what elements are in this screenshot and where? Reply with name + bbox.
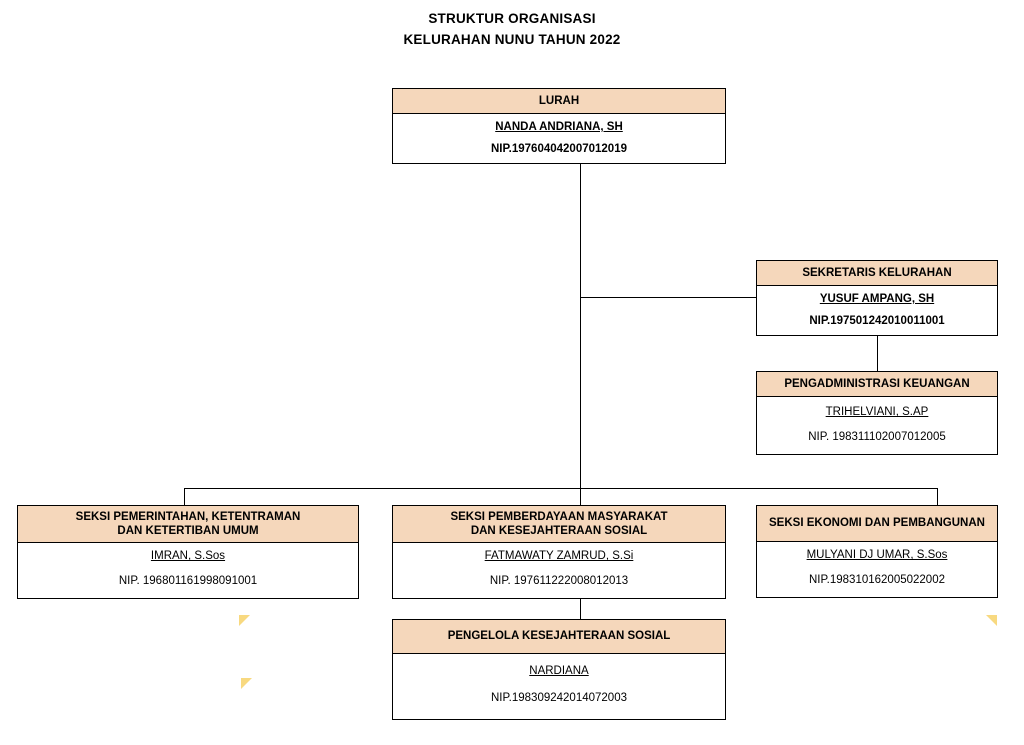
- node-seksi-pemberdayaan-name: FATMAWATY ZAMRUD, S.Si: [484, 550, 634, 562]
- node-lurah-body: [393, 114, 725, 163]
- connector-seksi-bus: [184, 488, 938, 489]
- node-pengadministrasi-keuangan: [756, 371, 998, 455]
- node-lurah-nip: NIP.197604042007012019: [490, 143, 627, 155]
- node-seksi-ekonomi-body: [757, 542, 997, 597]
- node-pengelola-kesejahteraan-nip: NIP.198309242014072003: [490, 692, 627, 704]
- node-lurah: [392, 88, 726, 164]
- node-seksi-pemerintahan-role-line-1: SEKSI PEMERINTAHAN, KETENTRAMAN: [75, 511, 301, 523]
- node-sekretaris-name: YUSUF AMPANG, SH: [819, 293, 935, 305]
- connector-drop-seksi3: [937, 488, 938, 505]
- node-seksi-pemberdayaan: [392, 505, 726, 599]
- node-seksi-pemberdayaan-role-line-1: SEKSI PEMBERDAYAAN MASYARAKAT: [450, 511, 668, 523]
- node-seksi-pemberdayaan-role: [393, 506, 725, 543]
- node-seksi-pemerintahan-name: IMRAN, S.Sos: [150, 550, 226, 562]
- node-pengelola-kesejahteraan-role: PENGELOLA KESEJAHTERAAN SOSIAL: [393, 620, 725, 654]
- connector-drop-seksi1: [184, 488, 185, 505]
- node-sekretaris-role: SEKRETARIS KELURAHAN: [757, 261, 997, 286]
- node-pengadministrasi-keuangan-nip: NIP. 198311102007012005: [808, 431, 946, 443]
- node-pengadministrasi-keuangan-role: PENGADMINISTRASI KEUANGAN: [757, 372, 997, 397]
- node-seksi-ekonomi: [756, 505, 998, 598]
- connector-sekretaris-pengadministrasi: [877, 334, 878, 371]
- node-seksi-pemerintahan: [17, 505, 359, 599]
- page-title-line-2: KELURAHAN NUNU TAHUN 2022: [403, 32, 621, 47]
- triangle-decoration-icon: [986, 615, 997, 626]
- node-sekretaris-body: [757, 286, 997, 335]
- node-pengelola-kesejahteraan: [392, 619, 726, 720]
- node-seksi-pemerintahan-role-line-2: DAN KETERTIBAN UMUM: [117, 525, 259, 537]
- node-sekretaris-nip: NIP.197501242010011001: [809, 315, 945, 327]
- node-pengelola-kesejahteraan-name: NARDIANA: [529, 665, 589, 677]
- node-pengelola-kesejahteraan-body: [393, 654, 725, 719]
- connector-drop-seksi2: [580, 488, 581, 505]
- connector-lurah-trunk: [580, 158, 581, 500]
- node-lurah-name: NANDA ANDRIANA, SH: [495, 121, 623, 133]
- node-seksi-pemberdayaan-nip: NIP. 197611222008012013: [489, 575, 629, 587]
- connector-lurah-sekretaris: [580, 297, 756, 298]
- page-title-line-1: STRUKTUR ORGANISASI: [428, 11, 596, 26]
- node-seksi-ekonomi-name: MULYANI DJ UMAR, S.Sos: [806, 549, 948, 561]
- node-seksi-ekonomi-role: SEKSI EKONOMI DAN PEMBANGUNAN: [757, 506, 997, 542]
- node-seksi-pemberdayaan-role-line-2: DAN KESEJAHTERAAN SOSIAL: [470, 525, 648, 537]
- node-pengadministrasi-keuangan-name: TRIHELVIANI, S.AP: [825, 406, 929, 418]
- node-seksi-pemerintahan-nip: NIP. 196801161998091001: [118, 575, 258, 587]
- node-lurah-role: LURAH: [393, 89, 725, 114]
- node-sekretaris: [756, 260, 998, 336]
- triangle-decoration-icon: [241, 678, 252, 689]
- node-pengadministrasi-keuangan-body: [757, 397, 997, 454]
- triangle-decoration-icon: [239, 615, 250, 626]
- page-title: [0, 8, 1024, 50]
- node-seksi-pemerintahan-role: [18, 506, 358, 543]
- node-seksi-pemerintahan-body: [18, 543, 358, 598]
- node-seksi-pemberdayaan-body: [393, 543, 725, 598]
- node-seksi-ekonomi-nip: NIP.198310162005022002: [808, 574, 945, 586]
